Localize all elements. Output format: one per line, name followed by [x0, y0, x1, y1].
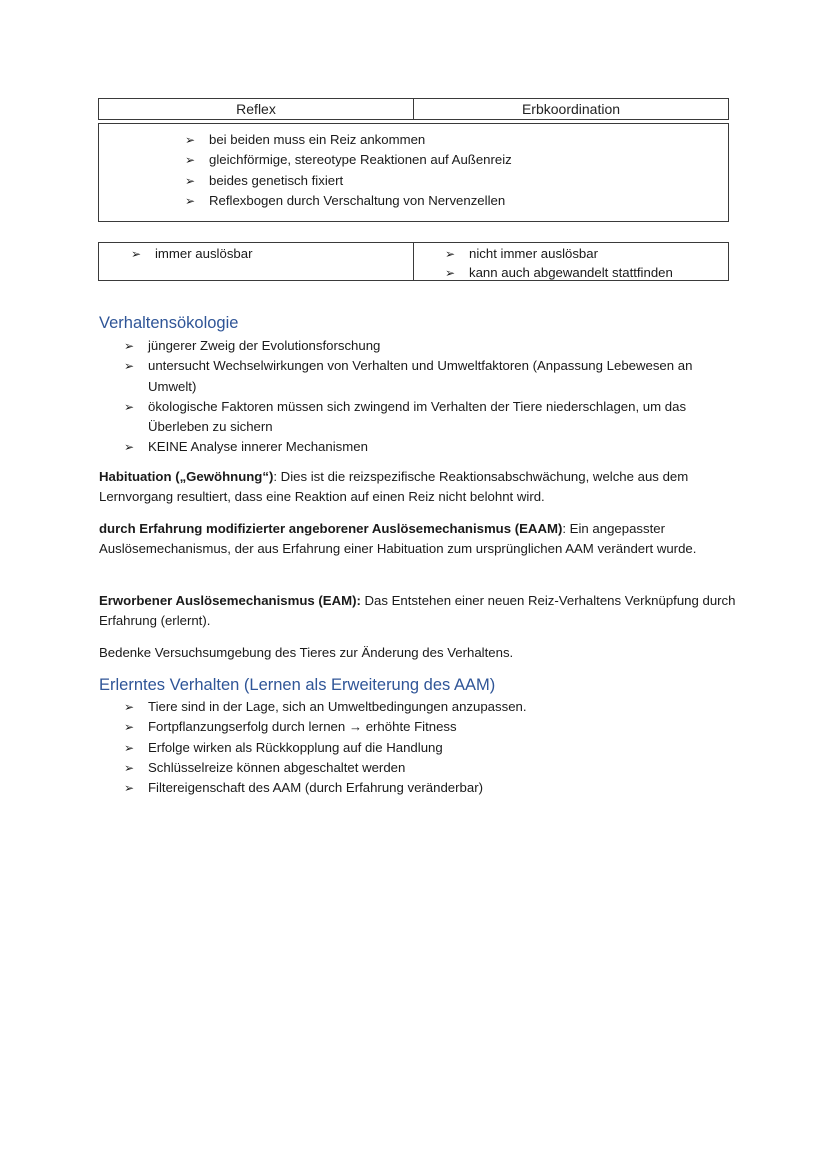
- definition-term: Erworbener Auslösemechanismus (EAM):: [99, 593, 361, 608]
- list-item: ➢ immer auslösbar: [131, 245, 252, 264]
- reflex-differences-list: [131, 245, 252, 264]
- header-reflex: Reflex: [236, 101, 276, 117]
- reflex-differences-cell: [99, 243, 413, 280]
- list-item: ➢ jüngerer Zweig der Evolutionsforschung: [124, 336, 734, 356]
- definition-text: : Dies ist die reizspezifische Reaktionsabschwächung, welche aus dem Lernvorgang resultiert, dass eine Reaktion auf einen Reiz nicht belohnt wird.: [99, 469, 689, 505]
- list-item: ➢ Reflexbogen durch Verschaltung von Nervenzellen: [185, 191, 512, 211]
- arrow-bullet-icon: ➢: [185, 133, 196, 147]
- arrow-bullet-icon: ➢: [124, 720, 135, 735]
- arrow-bullet-icon: ➢: [445, 247, 456, 261]
- definition-term: Habituation („Gewöhnung“): [99, 469, 274, 484]
- note-paragraph: Bedenke Versuchsumgebung des Tieres zur Änderung des Verhaltens.: [99, 645, 514, 660]
- header-erbkoordination: Erbkoordination: [413, 99, 728, 119]
- arrow-bullet-icon: ➢: [124, 740, 135, 755]
- list-item: ➢ Schlüsselreize können abgeschaltet werden: [124, 758, 734, 778]
- list-item: ➢ Tiere sind in der Lage, sich an Umweltbedingungen anzupassen.: [124, 697, 734, 717]
- arrow-bullet-icon: ➢: [124, 339, 135, 353]
- definition-text: Das Entstehen einer neuen Reiz-Verhaltens Verknüpfung durch Erfahrung (erlernt).: [99, 593, 736, 629]
- list-item: ➢ KEINE Analyse innerer Mechanismen: [124, 437, 734, 457]
- arrow-bullet-icon: ➢: [185, 173, 196, 188]
- definition-habituation: [99, 467, 739, 508]
- definition-text: : Ein angepasster Auslösemechanismus, der aus Erfahrung einer Habituation zum ursprünglichen AAM verändert wurde.: [99, 521, 697, 557]
- arrow-bullet-icon: ➢: [124, 359, 135, 374]
- comparison-table-header: [98, 98, 729, 120]
- list-item: ➢ kann auch abgewandelt stattfinden: [445, 264, 673, 283]
- common-list: [185, 130, 512, 211]
- list-item: ➢ Filtereigenschaft des AAM (durch Erfahrung veränderbar): [124, 778, 734, 798]
- list-item: ➢ Fortpflanzungserfolg durch lernen → erhöhte Fitness: [124, 717, 734, 737]
- arrow-bullet-icon: ➢: [124, 440, 135, 455]
- list-item: ➢ beides genetisch fixiert: [185, 171, 512, 191]
- erbkoordination-differences-list: [445, 245, 673, 282]
- list-item: ➢ nicht immer auslösbar: [445, 245, 673, 264]
- verhaltensoekologie-list: [124, 336, 734, 458]
- definition-eaam: [99, 519, 739, 560]
- arrow-bullet-icon: ➢: [185, 153, 196, 168]
- erlerntes-verhalten-list: [124, 697, 734, 798]
- arrow-bullet-icon: ➢: [445, 265, 456, 280]
- arrow-bullet-icon: ➢: [124, 399, 135, 414]
- list-item: ➢ untersucht Wechselwirkungen von Verhalten und Umweltfaktoren (Anpassung Lebewesen an Umwelt): [124, 358, 693, 394]
- arrow-bullet-icon: ➢: [131, 247, 142, 261]
- list-item: ➢ gleichförmige, stereotype Reaktionen auf Außenreiz: [185, 150, 512, 170]
- definition-eam: [99, 591, 739, 632]
- list-item: ➢ Erfolge wirken als Rückkopplung auf die Handlung: [124, 738, 734, 758]
- list-item: ➢ ökologische Faktoren müssen sich zwingend im Verhalten der Tiere niederschlagen, um das Überleben zu sichern: [124, 398, 687, 435]
- list-item: ➢ bei beiden muss ein Reiz ankommen: [185, 130, 512, 150]
- definition-term: durch Erfahrung modifizierter angeborener Auslösemechanismus (EAAM): [99, 521, 563, 536]
- arrow-bullet-icon: ➢: [124, 700, 135, 714]
- comparison-table-differences: [98, 242, 729, 281]
- section-heading-erlerntes-verhalten: Erlerntes Verhalten (Lernen als Erweiterung des AAM): [99, 676, 496, 694]
- arrow-bullet-icon: ➢: [185, 193, 196, 208]
- section-heading-verhaltensoekologie: Verhaltensökologie: [99, 314, 239, 332]
- arrow-bullet-icon: ➢: [124, 760, 135, 775]
- arrow-bullet-icon: ➢: [124, 781, 135, 796]
- erbkoordination-differences-cell: [413, 243, 728, 280]
- comparison-table-common: [98, 123, 729, 222]
